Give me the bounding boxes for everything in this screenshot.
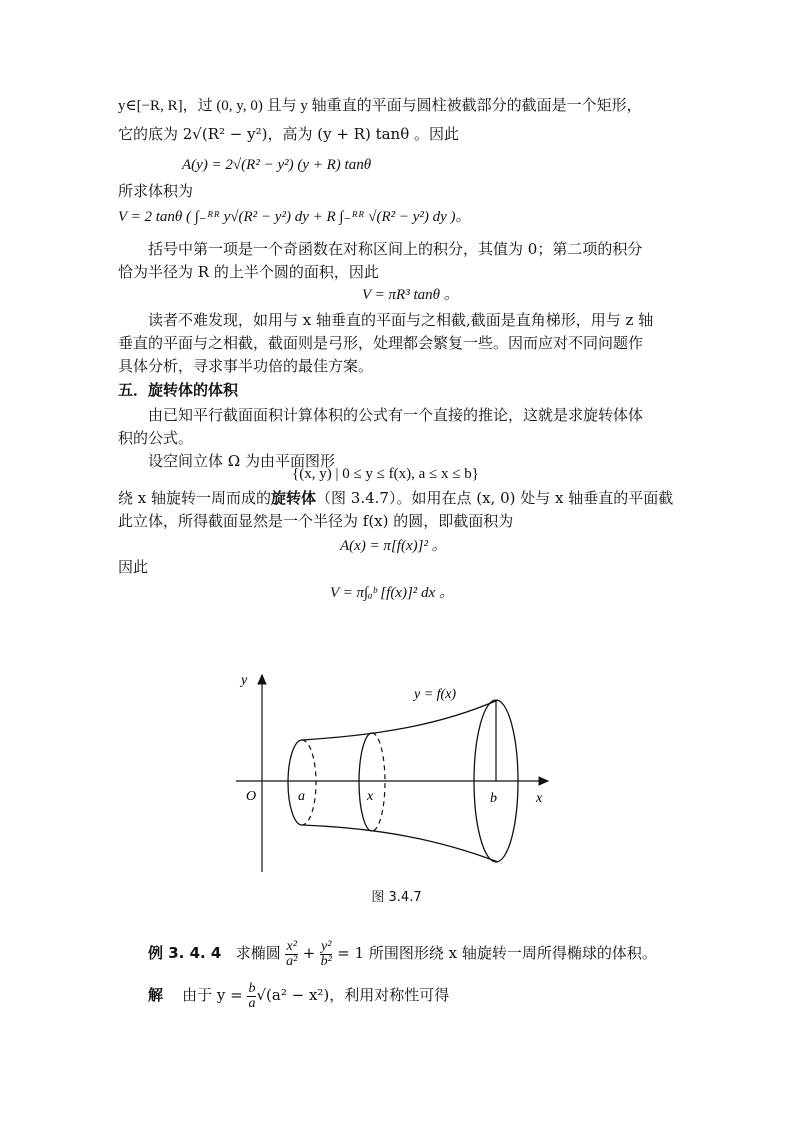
text-line-16-start: 绕 x 轴旋转一周而成的	[118, 489, 271, 507]
fraction-y2-b2	[320, 940, 332, 969]
fraction-den: a	[248, 995, 256, 1011]
section-heading: 五．旋转体的体积	[118, 381, 239, 399]
formula-cross-section: A(x) = π[f(x)]² 。	[340, 538, 447, 554]
text-line-2: 它的底为 2√(R² − y²)，高为 (y + R) tanθ 。因此	[118, 125, 460, 143]
ellipse-a-back	[302, 740, 316, 825]
text-line-13: 积的公式。	[118, 429, 194, 447]
example-pre: 求椭圆	[235, 944, 281, 962]
formula-plane-region: {(x, y) | 0 ≤ y ≤ f(x), a ≤ x ≤ b}	[292, 466, 479, 482]
formula-rotation-volume: V = π∫ₐᵇ [f(x)]² dx 。	[330, 585, 454, 601]
fraction-num: x²	[286, 938, 297, 954]
text-line-9: 读者不难发现，如用与 x 轴垂直的平面与之相截,截面是直角梯形，用与 z 轴	[148, 311, 654, 329]
label-y-axis: y	[241, 673, 248, 688]
fraction-den: a²	[286, 953, 298, 969]
text-line-12: 由已知平行截面面积计算体积的公式有一个直接的推论，这就是求旋转体体	[148, 406, 644, 424]
figure-caption: 图 3.4.7	[371, 890, 422, 905]
text-line-7: 恰为半径为 R 的上半个圆的面积，因此	[118, 263, 379, 281]
label-b: b	[490, 791, 497, 806]
ellipse-a-front	[288, 740, 302, 825]
label-x: x	[367, 789, 374, 804]
lower-curve	[302, 825, 498, 862]
solution-pre: 由于 y =	[182, 986, 243, 1004]
formula-volume-integral: V = 2 tanθ ( ∫₋ᴿᴿ y√(R² − y²) dy + R ∫₋ᴿᴿ √(R² − y²) dy )。	[118, 209, 471, 225]
solution-label: 解	[148, 986, 164, 1004]
example-line	[148, 938, 657, 969]
label-curve: y = f(x)	[414, 687, 457, 702]
text-line-11: 具体分析，寻求事半功倍的最佳方案。	[118, 357, 374, 375]
term-rotating-body: 旋转体	[271, 489, 317, 507]
text-line-17: 此立体，所得截面显然是一个半径为 f(x) 的圆，即截面积为	[118, 512, 514, 530]
text-line-4: 所求体积为	[118, 182, 194, 200]
solution-post: √(a² − x²)，利用对称性可得	[256, 986, 450, 1004]
text-line-19: 因此	[118, 558, 149, 576]
text-line-10: 垂直的平面与之相截，截面则是弓形，处理都会繁复一些。因而应对不同问题作	[118, 334, 644, 352]
label-origin: O	[246, 789, 257, 804]
upper-curve	[302, 700, 498, 740]
text-line-6: 括号中第一项是一个奇函数在对称区间上的积分，其值为 0；第二项的积分	[148, 240, 643, 258]
fraction-den: b²	[320, 953, 332, 969]
text-line-14: 设空间立体 Ω 为由平面图形	[148, 452, 335, 470]
formula-volume-result: V = πR³ tanθ 。	[362, 287, 459, 303]
label-x-axis: x	[536, 791, 543, 806]
solution-line	[148, 980, 449, 1011]
example-post: = 1 所围图形绕 x 轴旋转一周所得椭球的体积。	[337, 944, 657, 962]
example-label: 例 3. 4. 4	[148, 944, 222, 962]
label-a: a	[298, 789, 305, 804]
fraction-num: y²	[321, 938, 332, 954]
text-line-16-end: （图 3.4.7）。如用在点 (x, 0) 处与 x 轴垂直的平面截	[316, 489, 674, 507]
fraction-x2-a2	[285, 940, 297, 969]
fraction-num: b	[248, 980, 256, 996]
plus-sign: +	[302, 944, 316, 962]
ellipse-x-front	[359, 733, 372, 831]
text-line-1: y∈[−R, R]，过 (0, y, 0) 且与 y 轴重直的平面与圆柱被截部分的截面是一个矩形，	[118, 98, 642, 114]
formula-area-y: A(y) = 2√(R² − y²) (y + R) tanθ	[182, 157, 372, 173]
ellipse-x-back	[372, 733, 385, 831]
